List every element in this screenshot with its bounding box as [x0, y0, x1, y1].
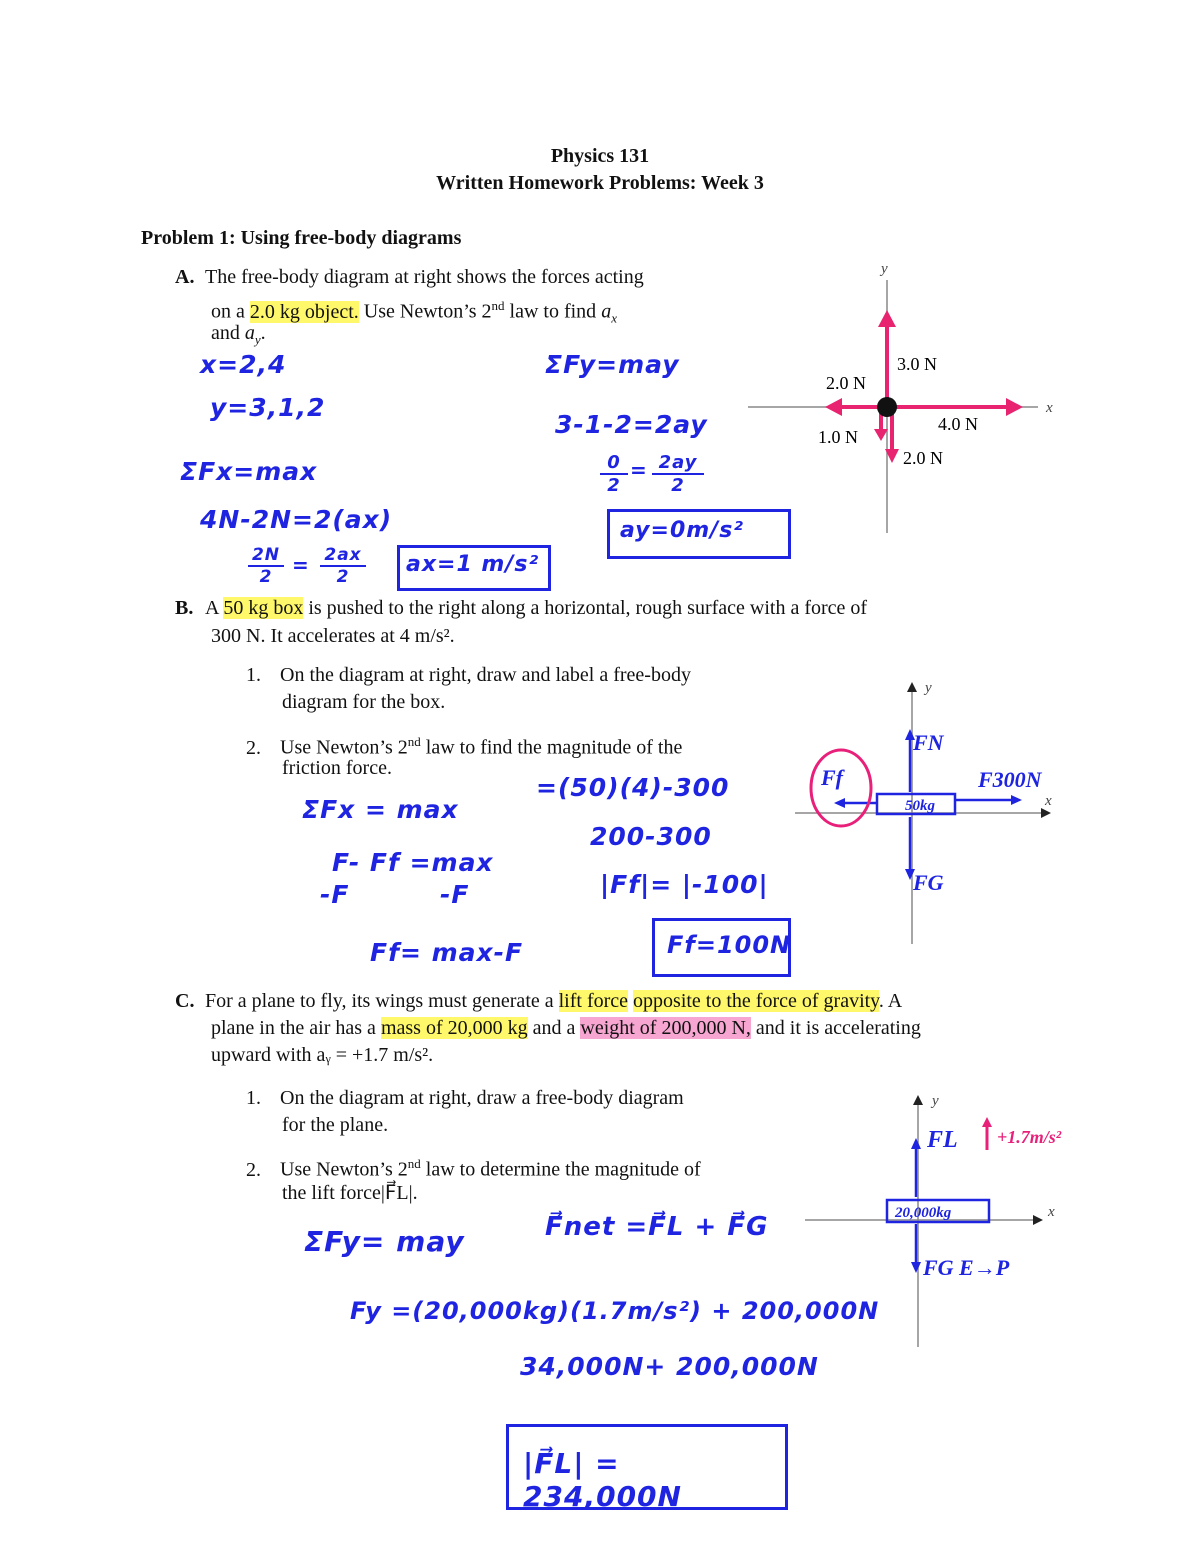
part-c-item2-l2: the lift force|F⃗L|.	[282, 1182, 418, 1204]
part-a-text2a: on a	[211, 300, 250, 323]
highlight-mass-a: 2.0 kg object.	[249, 300, 359, 323]
part-a-marker: A.	[175, 266, 195, 288]
hw-a-frac1-num: 2N	[248, 545, 284, 567]
x-axis-label-c: x	[1048, 1204, 1055, 1220]
highlight-weight-c: weight of 200,000 N,	[580, 1017, 751, 1039]
label-fl: FL	[927, 1127, 958, 1153]
part-b-item2-text-b: law to find the magnitude of the	[420, 736, 683, 759]
label-fn: FN	[913, 730, 944, 755]
document-title: Physics 131	[550, 145, 650, 167]
answer-box-ff	[652, 918, 791, 977]
part-c-item2-num: 2.	[246, 1158, 261, 1181]
hw-a-frac4	[652, 452, 704, 496]
answer-box-fl	[506, 1424, 788, 1513]
lift-force-head	[911, 1138, 921, 1149]
hw-c-calc2: 34,000N+ 200,000N	[520, 1352, 819, 1381]
part-b-item1-text: On the diagram at right, draw and label a free-body	[280, 664, 691, 686]
part-b-item1-l1	[246, 662, 691, 689]
highlight-opposite-gravity: opposite to the force of gravity	[633, 990, 879, 1012]
part-c-text2b: and a	[527, 1017, 581, 1039]
y-axis-label-c: y	[932, 1093, 939, 1109]
friction-head	[834, 798, 845, 808]
label-fg-c: FG E→P	[923, 1255, 1010, 1280]
part-c-item1-text: On the diagram at right, draw a free-body diagram	[280, 1087, 684, 1109]
x-axis-label-a: x	[1046, 400, 1053, 416]
hw-a-sum-fy: ΣFy=may	[545, 350, 680, 379]
hw-b-equation: F- Ff =max	[332, 848, 494, 877]
arrowhead-right	[1006, 398, 1023, 416]
part-b-item2-num: 2.	[246, 736, 261, 759]
answer-box-ay	[607, 509, 791, 559]
label-4n: 4.0 N	[938, 414, 978, 434]
hw-b-calc3: |Ff|= |-100|	[600, 870, 769, 899]
hw-b-ff-eq: Ff= max-F	[370, 938, 524, 967]
hw-a-y-values: y=3,1,2	[210, 393, 326, 422]
problem-heading: Problem 1: Using free-body diagrams	[141, 227, 462, 249]
label-ff: Ff	[821, 765, 843, 790]
part-a-text3b: .	[260, 322, 266, 344]
highlight-lift-force: lift force	[558, 990, 629, 1012]
answer-ax: ax=1 m/s²	[406, 552, 540, 577]
part-c-line2	[211, 1015, 921, 1042]
label-applied: F300N	[978, 767, 1042, 792]
y-arrow-b	[907, 682, 917, 692]
x-arrow-c	[1033, 1215, 1043, 1225]
object-dot	[877, 397, 897, 417]
hw-a-equals2: =	[630, 458, 648, 482]
part-c-line1	[175, 988, 902, 1015]
part-c-text2a: plane in the air has a	[211, 1017, 381, 1039]
gravity-head-c	[911, 1262, 921, 1273]
hw-a-sum-fx: ΣFx=max	[180, 457, 318, 486]
label-2n-left: 2.0 N	[826, 373, 866, 393]
part-b-item2-text-a: Use Newton’s 2	[280, 736, 408, 759]
part-c-item1-l1	[246, 1085, 684, 1112]
x-arrow-b	[1041, 808, 1051, 818]
part-a-text2c: law to find	[504, 300, 602, 323]
part-c-item2-l1	[246, 1150, 701, 1184]
hw-c-calc1: Fy =(20,000kg)(1.7m/s²) + 200,000N	[350, 1297, 880, 1325]
hw-a-equation: 4N-2N=2(ax)	[200, 505, 393, 534]
hw-a-frac4-num: 2ay	[652, 452, 704, 475]
applied-force-head	[1011, 795, 1022, 805]
arrowhead-up	[878, 310, 896, 327]
y-axis-label-a: y	[881, 261, 888, 277]
arrowhead-down-1n	[874, 429, 888, 441]
hw-a-frac3-den: 2	[607, 475, 621, 496]
label-3n: 3.0 N	[897, 354, 937, 374]
accel-head	[982, 1117, 992, 1127]
mass-label-c: 20,000kg	[895, 1205, 952, 1221]
part-c-line3: upward with aᵧ = +1.7 m/s².	[211, 1044, 434, 1066]
mass-label-b: 50kg	[905, 798, 935, 814]
ay-sub: y	[254, 332, 261, 347]
part-b-item1-num: 1.	[246, 664, 261, 686]
part-a-line2	[211, 292, 617, 332]
part-b-item1-l2: diagram for the box.	[282, 691, 446, 713]
part-b-fbd	[795, 672, 1065, 947]
arrowhead-left	[825, 398, 842, 416]
ax-symbol: a	[601, 300, 612, 323]
hw-a-frac1	[248, 545, 284, 587]
part-a-text3a: and	[211, 322, 245, 344]
y-arrow-c	[913, 1095, 923, 1105]
part-c-text1a: For a plane to fly, its wings must generate a	[205, 990, 559, 1012]
part-c-item2-text-b: law to determine the magnitude of	[420, 1158, 701, 1181]
part-a-line1	[175, 264, 644, 291]
part-b-item2-l2: friction force.	[282, 757, 392, 779]
hw-a-frac1-den: 2	[259, 567, 273, 587]
sup-nd-c: nd	[407, 1156, 421, 1171]
x-axis-label-b: x	[1045, 793, 1052, 809]
highlight-mass-c: mass of 20,000 kg	[380, 1017, 528, 1039]
part-a-line3	[211, 320, 266, 353]
y-axis-label-b: y	[925, 680, 932, 696]
hw-a-frac3-num: 0	[600, 452, 628, 475]
answer-ay: ay=0m/s²	[620, 518, 744, 543]
part-c-text2c: and it is accelerating	[750, 1017, 921, 1039]
part-c-text1c: . A	[878, 990, 903, 1012]
part-a-fbd	[740, 255, 1070, 540]
part-a-text1: The free-body diagram at right shows the forces acting	[205, 266, 644, 288]
hw-b-calc2: 200-300	[590, 822, 712, 851]
ay-symbol: a	[244, 322, 255, 344]
part-c-marker: C.	[175, 990, 195, 1012]
part-b-marker: B.	[175, 597, 194, 619]
highlight-mass-b: 50 kg box	[223, 597, 304, 619]
answer-box-ax	[397, 545, 551, 591]
label-2n-down: 2.0 N	[903, 448, 943, 468]
label-1n: 1.0 N	[818, 427, 858, 447]
hw-a-frac3	[600, 452, 628, 496]
answer-fl: |F⃗L| = 234,000N	[523, 1447, 682, 1513]
hw-a-equals: =	[292, 553, 310, 577]
hw-a-x-values: x=2,4	[200, 350, 287, 379]
label-fg-b: FG	[913, 870, 944, 895]
hw-c-fnet: F⃗net =F⃗L + F⃗G	[545, 1212, 769, 1242]
part-c-item1-num: 1.	[246, 1087, 261, 1109]
label-accel: +1.7m/s²	[997, 1127, 1062, 1147]
hw-b-sum-fx: ΣFx = max	[302, 795, 459, 824]
part-b-text1b: is pushed to the right along a horizontal, rough surface with a force of	[303, 597, 868, 619]
sup-nd-b: nd	[407, 734, 421, 749]
part-c-item1-l2: for the plane.	[282, 1114, 389, 1136]
document-subtitle: Written Homework Problems: Week 3	[436, 172, 764, 194]
part-b-line2: 300 N. It accelerates at 4 m/s².	[211, 625, 455, 647]
hw-a-frac4-den: 2	[671, 475, 685, 496]
part-b-line1	[175, 595, 867, 622]
answer-ff: Ff=100N	[667, 931, 792, 959]
part-c-item2-text-a: Use Newton’s 2	[280, 1158, 408, 1181]
hw-b-calc1: =(50)(4)-300	[536, 773, 730, 802]
hw-b-minus-f1: -F	[320, 880, 350, 909]
hw-a-frac2-num: 2ax	[320, 545, 366, 567]
hw-a-y-equation: 3-1-2=2ay	[555, 410, 708, 439]
hw-c-sum-fy: ΣFy= may	[304, 1225, 465, 1258]
hw-a-frac2	[320, 545, 366, 587]
part-b-text1a: A	[205, 597, 224, 619]
ax-sub: x	[611, 310, 617, 326]
sup-nd-a: nd	[491, 298, 505, 313]
part-a-text2b: Use Newton’s 2	[358, 300, 492, 323]
hw-a-frac2-den: 2	[336, 567, 350, 587]
hw-b-minus-f2: -F	[440, 880, 470, 909]
